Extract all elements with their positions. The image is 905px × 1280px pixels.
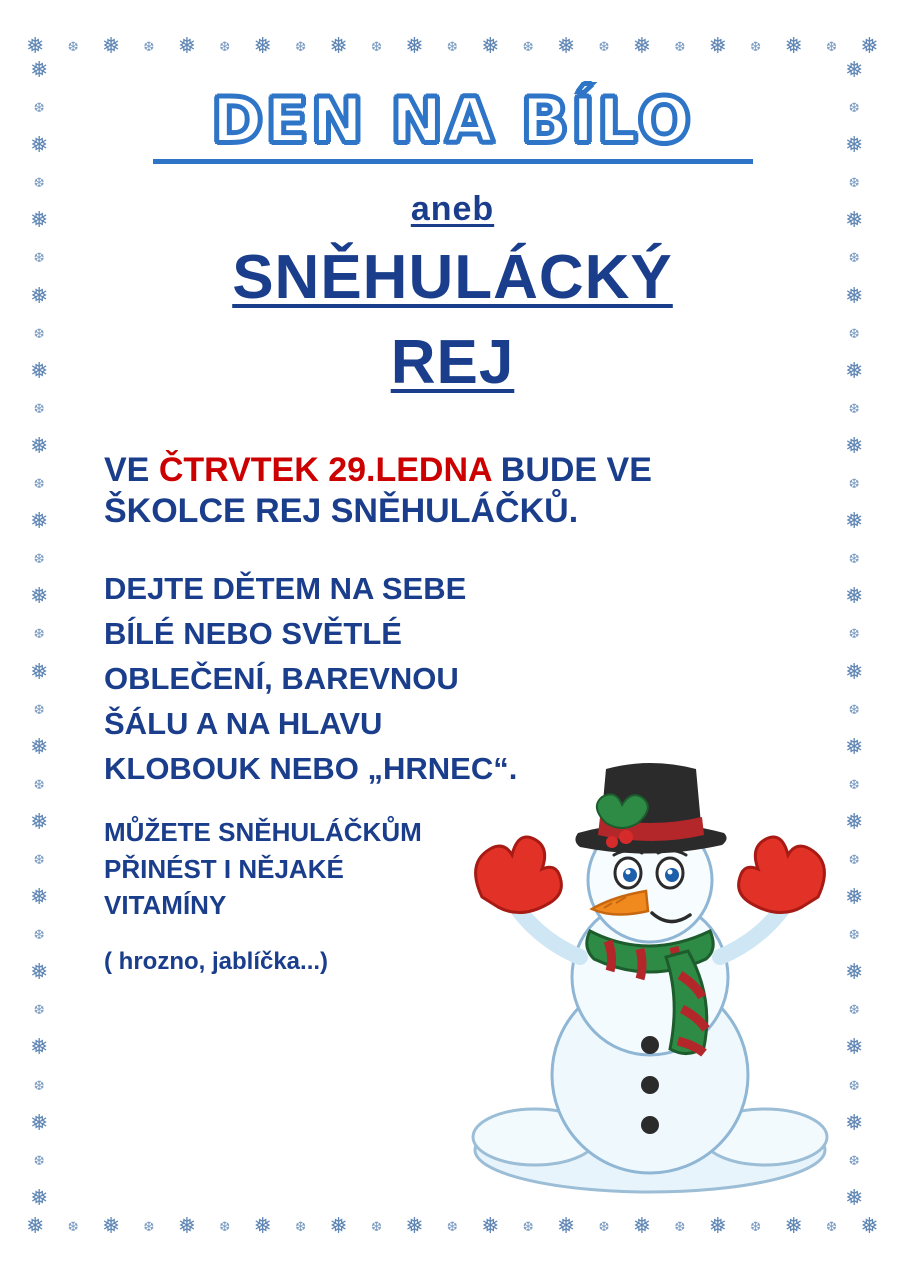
snowflake-icon: ❆ xyxy=(848,1078,860,1094)
snowflake-icon: ❅ xyxy=(30,58,49,83)
snowflake-icon: ❆ xyxy=(674,39,686,55)
snowflake-icon: ❆ xyxy=(848,1153,860,1169)
paragraph-date-highlight: ČTRVTEK 29.LEDNA xyxy=(158,451,492,489)
snowflake-icon: ❆ xyxy=(33,401,45,417)
snowflake-icon: ❅ xyxy=(481,34,500,59)
snowflake-icon: ❅ xyxy=(845,734,864,760)
paragraph-examples: ( hrozno, jablíčka...) xyxy=(104,948,329,976)
snowflake-icon: ❅ xyxy=(784,1214,803,1239)
border-row-bottom xyxy=(26,1216,879,1238)
snowflake-icon: ❆ xyxy=(295,39,307,55)
snowflake-icon: ❅ xyxy=(30,809,49,835)
snowflake-icon: ❆ xyxy=(848,101,860,117)
snowflake-icon: ❆ xyxy=(522,1219,534,1235)
snowflake-icon: ❆ xyxy=(33,1078,45,1094)
snowflake-icon: ❆ xyxy=(848,401,860,417)
snowflake-icon: ❆ xyxy=(848,702,860,718)
snowflake-icon: ❅ xyxy=(845,133,864,159)
snowflake-icon: ❅ xyxy=(845,433,864,459)
snowflake-icon: ❅ xyxy=(845,58,864,83)
snowflake-icon: ❆ xyxy=(446,1219,458,1235)
snowflake-icon: ❆ xyxy=(674,1219,686,1235)
snowflake-icon: ❅ xyxy=(30,358,49,384)
snowflake-icon: ❅ xyxy=(845,1185,864,1211)
snowflake-icon: ❆ xyxy=(371,39,382,55)
snowflake-icon: ❅ xyxy=(30,283,49,309)
snowflake-icon: ❆ xyxy=(33,777,45,793)
snowflake-icon: ❆ xyxy=(848,552,860,568)
snowflake-icon: ❅ xyxy=(784,34,803,59)
snowflake-icon: ❅ xyxy=(860,1214,879,1239)
snowflake-icon: ❅ xyxy=(30,584,49,610)
snowflake-icon: ❅ xyxy=(26,1214,45,1239)
snowflake-icon: ❆ xyxy=(598,39,610,55)
border-row-top xyxy=(26,36,879,58)
snowflake-icon: ❅ xyxy=(30,509,49,535)
snowflake-icon: ❅ xyxy=(329,34,348,59)
snowflake-icon: ❆ xyxy=(848,852,860,868)
snowflake-icon: ❅ xyxy=(556,34,576,59)
snowflake-icon: ❅ xyxy=(632,34,652,59)
snowflake-icon: ❆ xyxy=(33,702,45,718)
snowman-illustration xyxy=(430,745,870,1195)
snowflake-icon: ❆ xyxy=(522,39,534,55)
snowflake-icon: ❅ xyxy=(845,1035,864,1061)
snowflake-icon: ❅ xyxy=(845,509,864,535)
snowflake-icon: ❅ xyxy=(30,734,49,760)
subtitle-line-1: SNĚHULÁCKÝ xyxy=(232,243,673,313)
snowflake-icon: ❆ xyxy=(371,1219,382,1235)
snowflake-icon: ❆ xyxy=(848,176,860,192)
snowflake-icon: ❅ xyxy=(556,1214,576,1239)
snowflake-icon: ❆ xyxy=(33,627,45,643)
snowflake-icon: ❅ xyxy=(30,1185,49,1211)
paragraph-clothing: DEJTE DĚTEM NA SEBE BÍLÉ NEBO SVĚTLÉ OBLEČENÍ, BAREVNOU ŠÁLU A NA HLAVU KLOBOUK NEBO „HRNEC“. xyxy=(104,570,518,786)
snowflake-icon: ❅ xyxy=(860,34,879,59)
snowflake-icon: ❆ xyxy=(219,1219,231,1235)
snowflake-icon: ❅ xyxy=(845,584,864,610)
snowflake-icon: ❆ xyxy=(33,176,45,192)
snowflake-icon: ❅ xyxy=(845,358,864,384)
snowflake-icon: ❅ xyxy=(253,34,272,59)
snowflake-icon: ❆ xyxy=(33,477,45,493)
snowflake-icon: ❆ xyxy=(848,326,860,342)
snowflake-icon: ❆ xyxy=(67,1219,79,1235)
snowflake-icon: ❅ xyxy=(845,659,864,685)
poster-title: DEN NA BÍLO xyxy=(211,84,694,157)
snowflake-icon: ❅ xyxy=(177,34,197,59)
snowflake-icon: ❅ xyxy=(30,208,49,234)
paragraph-date-post: BUDE VE ŠKOLCE REJ SNĚHULÁČKŮ. xyxy=(104,451,652,531)
snowflake-icon: ❆ xyxy=(67,39,79,55)
snowflake-icon: ❅ xyxy=(177,1214,197,1239)
snowflake-icon: ❅ xyxy=(30,885,49,911)
snowflake-icon: ❅ xyxy=(26,34,45,59)
snowflake-icon: ❆ xyxy=(143,39,155,55)
snowflake-icon: ❆ xyxy=(598,1219,610,1235)
paragraph-date xyxy=(104,450,794,533)
snowflake-icon: ❆ xyxy=(750,1219,762,1235)
snowflake-icon: ❆ xyxy=(33,251,45,267)
snowflake-icon: ❅ xyxy=(30,960,49,986)
snowflake-icon: ❆ xyxy=(848,928,860,944)
snowflake-icon: ❅ xyxy=(30,133,49,159)
snowflake-icon: ❅ xyxy=(845,208,864,234)
snowflake-icon: ❆ xyxy=(446,39,458,55)
snowflake-icon: ❅ xyxy=(845,283,864,309)
snowflake-icon: ❆ xyxy=(750,39,762,55)
snowflake-icon: ❅ xyxy=(30,1110,49,1136)
snowflake-icon: ❅ xyxy=(253,1214,272,1239)
snowflake-icon: ❅ xyxy=(481,1214,500,1239)
snowflake-icon: ❆ xyxy=(826,39,838,55)
snowflake-icon: ❅ xyxy=(845,1110,864,1136)
snowflake-icon: ❅ xyxy=(632,1214,652,1239)
snowflake-icon: ❅ xyxy=(845,885,864,911)
snowflake-icon: ❅ xyxy=(329,1214,348,1239)
title-block xyxy=(0,84,905,399)
snowflake-icon: ❆ xyxy=(848,477,860,493)
snowflake-icon: ❅ xyxy=(30,659,49,685)
snowflake-icon: ❅ xyxy=(708,34,728,59)
snowflake-icon: ❆ xyxy=(33,852,45,868)
paragraph-vitamins: MŮŽETE SNĚHULÁČKŮM PŘINÉST I NĚJAKÉ VITAMÍNY xyxy=(104,816,422,921)
snowflake-icon: ❆ xyxy=(143,1219,155,1235)
snowflake-icon: ❆ xyxy=(33,101,45,117)
subtitle-aneb: aneb xyxy=(410,190,495,229)
snowflake-icon: ❅ xyxy=(405,34,424,59)
snowflake-icon: ❆ xyxy=(33,1153,45,1169)
snowflake-icon: ❆ xyxy=(848,777,860,793)
snowflake-icon: ❆ xyxy=(33,1003,45,1019)
subtitle-line-2: REJ xyxy=(390,328,515,398)
snowflake-icon: ❆ xyxy=(848,627,860,643)
snowflake-icon: ❅ xyxy=(101,1214,121,1239)
snowflake-icon: ❅ xyxy=(845,960,864,986)
snowflake-icon: ❅ xyxy=(845,809,864,835)
snowflake-icon: ❅ xyxy=(405,1214,424,1239)
snowflake-icon: ❅ xyxy=(101,34,121,59)
title-underline xyxy=(153,159,753,164)
snowflake-icon: ❆ xyxy=(33,326,45,342)
snowflake-icon: ❆ xyxy=(219,39,231,55)
snowflake-icon: ❅ xyxy=(30,1035,49,1061)
paragraph-date-pre: VE xyxy=(104,451,159,489)
snowflake-icon: ❆ xyxy=(33,552,45,568)
snowflake-icon: ❆ xyxy=(826,1219,838,1235)
snowflake-icon: ❆ xyxy=(848,1003,860,1019)
snowflake-icon: ❆ xyxy=(295,1219,307,1235)
snowflake-icon: ❆ xyxy=(848,251,860,267)
snowflake-icon: ❅ xyxy=(30,433,49,459)
snowflake-icon: ❅ xyxy=(708,1214,728,1239)
snowflake-icon: ❆ xyxy=(33,928,45,944)
